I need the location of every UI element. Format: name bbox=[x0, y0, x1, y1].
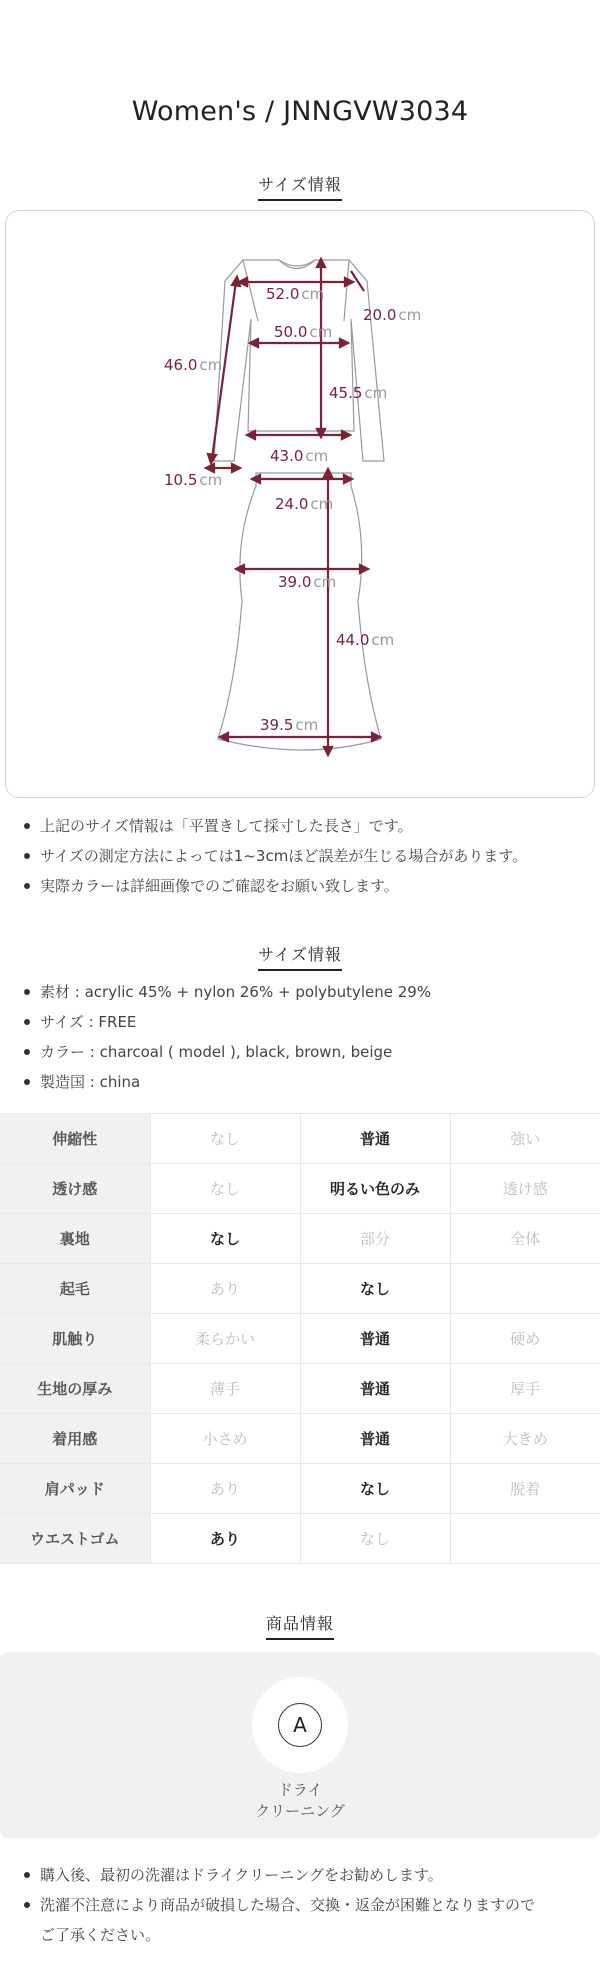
list-item: 実際カラーは詳細画像でのご確認をお願い致します。 bbox=[20, 871, 590, 901]
top-length-measurement: 45.5 cm bbox=[329, 384, 388, 402]
attribute-option-selected: 普通 bbox=[300, 1364, 450, 1414]
page-title: Women's / JNNGVW3034 bbox=[131, 96, 469, 127]
sleeve-length-measurement: 46.0 cm bbox=[164, 356, 223, 374]
attribute-label: 裏地 bbox=[0, 1214, 150, 1264]
attribute-option: 全体 bbox=[450, 1214, 600, 1264]
attribute-option-selected: 普通 bbox=[300, 1414, 450, 1464]
list-item: サイズの測定方法によっては1~3cmほど誤差が生じる場合があります。 bbox=[20, 841, 590, 871]
table-row bbox=[0, 1264, 600, 1314]
attribute-option: 薄手 bbox=[150, 1364, 300, 1414]
care-panel bbox=[0, 1652, 600, 1838]
size-info-heading: サイズ情報 bbox=[0, 172, 600, 201]
attribute-option-selected: なし bbox=[150, 1214, 300, 1264]
attribute-label: 生地の厚み bbox=[0, 1364, 150, 1414]
spec-heading: サイズ情報 bbox=[0, 942, 600, 971]
skirt-hem-measurement: 39.5 cm bbox=[260, 716, 319, 734]
attribute-label: 透け感 bbox=[0, 1164, 150, 1214]
attribute-option: 硬め bbox=[450, 1314, 600, 1364]
attribute-option: なし bbox=[150, 1164, 300, 1214]
table-row bbox=[0, 1164, 600, 1214]
attribute-option: 柔らかい bbox=[150, 1314, 300, 1364]
attribute-option: なし bbox=[150, 1114, 300, 1164]
attribute-option-selected: あり bbox=[150, 1514, 300, 1564]
attribute-option: 透け感 bbox=[450, 1164, 600, 1214]
attribute-option: あり bbox=[150, 1464, 300, 1514]
attribute-option: 厚手 bbox=[450, 1364, 600, 1414]
attribute-label: 伸縮性 bbox=[0, 1114, 150, 1164]
waist-measurement: 24.0 cm bbox=[275, 495, 334, 513]
size-diagram bbox=[5, 210, 595, 798]
cuff-measurement: 10.5 cm bbox=[164, 471, 223, 489]
table-row bbox=[0, 1414, 600, 1464]
list-item: 洗濯不注意により商品が破損した場合、交換・返金が困難となりますので bbox=[20, 1890, 590, 1920]
care-label: ドライ クリーニング bbox=[255, 1781, 345, 1820]
list-item: カラー : charcoal ( model ), black, brown, beige bbox=[20, 1037, 590, 1067]
hip-measurement: 39.0 cm bbox=[278, 573, 337, 591]
list-item: 上記のサイズ情報は「平置きして採寸した長さ」です。 bbox=[20, 811, 590, 841]
table-row bbox=[0, 1214, 600, 1264]
attribute-option: 部分 bbox=[300, 1214, 450, 1264]
attribute-option bbox=[450, 1514, 600, 1564]
sleeve-top-measurement: 20.0 cm bbox=[363, 306, 422, 324]
attribute-option: あり bbox=[150, 1264, 300, 1314]
attribute-option-selected: なし bbox=[300, 1464, 450, 1514]
care-notes-list bbox=[20, 1860, 590, 1950]
table-row bbox=[0, 1514, 600, 1564]
attribute-option: 強い bbox=[450, 1114, 600, 1164]
attribute-option: 小さめ bbox=[150, 1414, 300, 1464]
spec-list bbox=[20, 977, 590, 1097]
attribute-label: 肌触り bbox=[0, 1314, 150, 1364]
attribute-label: 着用感 bbox=[0, 1414, 150, 1464]
table-row bbox=[0, 1114, 600, 1164]
size-notes-list bbox=[20, 811, 590, 901]
attribute-option: 大きめ bbox=[450, 1414, 600, 1464]
attribute-option bbox=[450, 1264, 600, 1314]
attribute-label: 起毛 bbox=[0, 1264, 150, 1314]
care-icon-circle bbox=[252, 1677, 348, 1773]
attribute-option: なし bbox=[300, 1514, 450, 1564]
chest-measurement: 50.0 cm bbox=[274, 323, 333, 341]
attribute-option-selected: 明るい色のみ bbox=[300, 1164, 450, 1214]
list-item-continuation: ご了承ください。 bbox=[40, 1926, 161, 1944]
list-item: サイズ : FREE bbox=[20, 1007, 590, 1037]
top-hem-measurement: 43.0 cm bbox=[270, 447, 329, 465]
shoulder-measurement: 52.0 cm bbox=[266, 285, 325, 303]
skirt-length-measurement: 44.0 cm bbox=[336, 631, 395, 649]
table-row bbox=[0, 1314, 600, 1364]
attribute-option: 脱着 bbox=[450, 1464, 600, 1514]
dry-clean-icon: A bbox=[278, 1703, 322, 1747]
list-item: 製造国 : china bbox=[20, 1067, 590, 1097]
table-row bbox=[0, 1464, 600, 1514]
list-item: 購入後、最初の洗濯はドライクリーニングをお勧めします。 bbox=[20, 1860, 590, 1890]
attribute-label: 肩パッド bbox=[0, 1464, 150, 1514]
product-info-heading: 商品情報 bbox=[0, 1611, 600, 1640]
attribute-option-selected: 普通 bbox=[300, 1114, 450, 1164]
list-item: 素材 : acrylic 45% + nylon 26% + polybutylene 29% bbox=[20, 977, 590, 1007]
attribute-option-selected: 普通 bbox=[300, 1314, 450, 1364]
attribute-table bbox=[0, 1113, 600, 1564]
attribute-label: ウエストゴム bbox=[0, 1514, 150, 1564]
attribute-option-selected: なし bbox=[300, 1264, 450, 1314]
table-row bbox=[0, 1364, 600, 1414]
